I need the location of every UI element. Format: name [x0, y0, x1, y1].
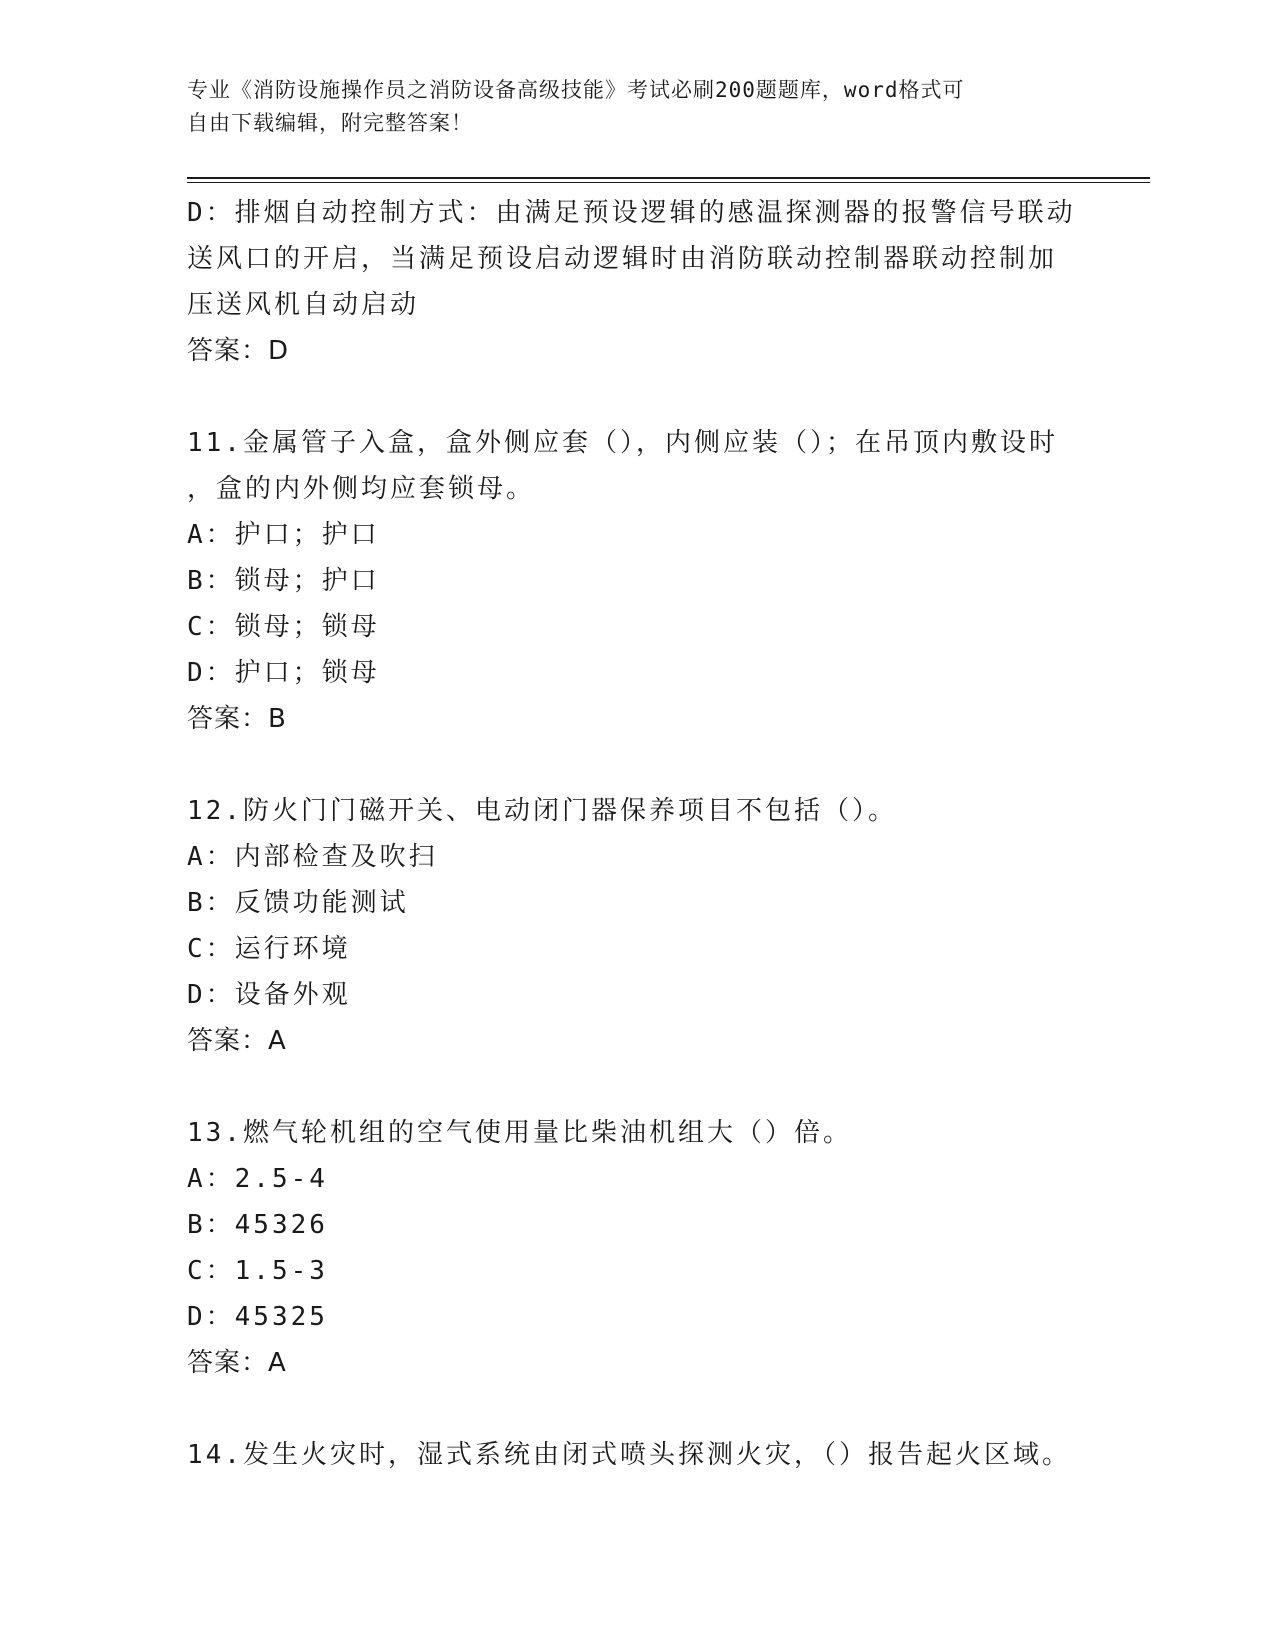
spacer: [187, 374, 1087, 420]
question-stem: 12.防火门门磁开关、电动闭门器保养项目不包括（）。: [187, 796, 897, 826]
spacer: [187, 1064, 1087, 1110]
option-d: D：护口；锁母: [187, 658, 380, 688]
header-divider-thin: [187, 182, 1150, 183]
answer-label: 答案：D: [187, 336, 290, 366]
question-14: [187, 1432, 1087, 1478]
document-header: [187, 74, 1067, 140]
question-stem: ，盒的内外侧均应套锁母。: [187, 474, 536, 504]
answer-label: 答案：A: [187, 1026, 287, 1056]
option-b: B：锁母；护口: [187, 566, 380, 596]
answer-label: 答案：B: [187, 704, 287, 734]
question-stem: 13.燃气轮机组的空气使用量比柴油机组大（）倍。: [187, 1118, 852, 1148]
question-stem: 14.发生火灾时，湿式系统由闭式喷头探测火灾，（）报告起火区域。: [187, 1440, 1071, 1470]
question-12: [187, 788, 1087, 1064]
continued-question: [187, 190, 1087, 374]
option-d: D：设备外观: [187, 980, 351, 1010]
option-a: A：护口；护口: [187, 520, 380, 550]
header-line-2: 自由下载编辑，附完整答案！: [187, 111, 473, 135]
option-d-line: 送风口的开启，当满足预设启动逻辑时由消防联动控制器联动控制加: [187, 244, 1058, 274]
option-d-line: D：排烟自动控制方式：由满足预设逻辑的感温探测器的报警信号联动: [187, 198, 1076, 228]
spacer: [187, 1386, 1087, 1432]
option-c: C：1.5-3: [187, 1256, 328, 1286]
option-a: A：内部检查及吹扫: [187, 842, 438, 872]
question-11: [187, 420, 1087, 742]
document-body: [187, 190, 1087, 1478]
question-stem: 11.金属管子入盒，盒外侧应套（），内侧应装（）；在吊顶内敷设时: [187, 428, 1058, 458]
header-line-1: 专业《消防设施操作员之消防设备高级技能》考试必刷200题题库，word格式可: [187, 78, 965, 102]
header-divider-thick: [187, 177, 1150, 179]
question-13: [187, 1110, 1087, 1386]
answer-label: 答案：A: [187, 1348, 287, 1378]
option-d-line: 压送风机自动启动: [187, 290, 420, 320]
option-a: A：2.5-4: [187, 1164, 328, 1194]
option-c: C：运行环境: [187, 934, 351, 964]
spacer: [187, 742, 1087, 788]
option-b: B：反馈功能测试: [187, 888, 409, 918]
option-b: B：45326: [187, 1210, 328, 1240]
option-d: D：45325: [187, 1302, 328, 1332]
option-c: C：锁母；锁母: [187, 612, 380, 642]
